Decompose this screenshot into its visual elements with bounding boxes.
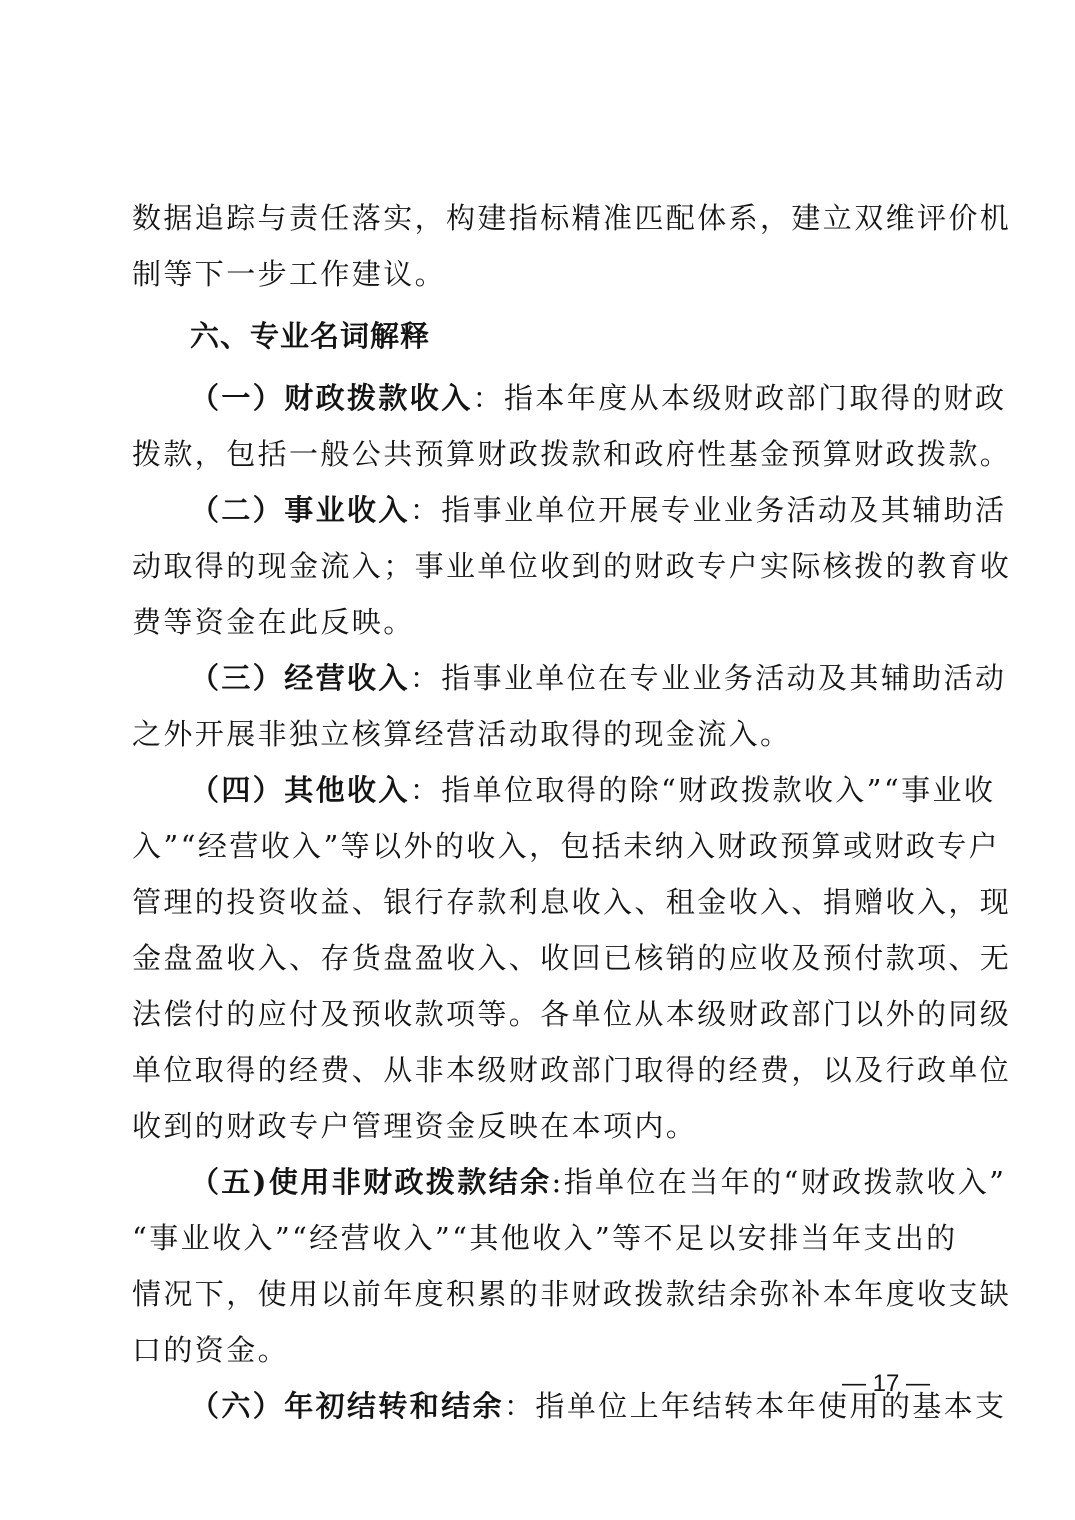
paragraph-line: 情况下，使用以前年度积累的非财政拨款结余弥补本年度收支缺 [132,1277,1012,1311]
term-text: ：指事业单位开展专业业务活动及其辅助活 [409,493,1007,527]
paragraph-line: 法偿付的应付及预收款项等。各单位从本级财政部门以外的同级 [132,997,1012,1031]
term-text: ：指单位上年结转本年使用的基本支 [504,1389,1007,1423]
term-heading: （一）财政拨款收入 [190,381,473,415]
term-heading: （五)使用非财政拨款结余 [190,1165,552,1199]
term-line [132,370,1007,426]
term-heading: （二）事业收入 [190,493,410,527]
term-heading: （六）年初结转和结余 [190,1389,505,1423]
term-line [132,650,1007,706]
term-line [132,1378,1007,1434]
term-line [132,762,996,818]
section-title: 六、专业名词解释 [190,319,431,353]
term-line [132,482,1007,538]
paragraph-line: 单位取得的经费、从非本级财政部门取得的经费，以及行政单位 [132,1053,1012,1087]
term-text: ：指本年度从本级财政部门取得的财政 [472,381,1007,415]
paragraph-line: 数据追踪与责任落实，构建指标精准匹配体系，建立双维评价机 [132,201,1012,235]
paragraph-line: 口的资金。 [132,1333,290,1367]
paragraph-line: 金盘盈收入、存货盘盈收入、收回已核销的应收及预付款项、无 [132,941,1012,975]
paragraph-line: 费等资金在此反映。 [132,605,415,639]
term-text: :指单位在当年的“财政拨款收入” [551,1165,1007,1199]
paragraph-line: 制等下一步工作建议。 [132,257,447,291]
paragraph-line: 动取得的现金流入；事业单位收到的财政专户实际核拨的教育收 [132,549,1012,583]
term-heading: （四）其他收入 [190,773,410,807]
paragraph-line: 管理的投资收益、银行存款利息收入、租金收入、捐赠收入，现 [132,885,1012,919]
document-body [132,190,1012,1434]
paragraph-line: 之外开展非独立核算经营活动取得的现金流入。 [132,717,792,751]
term-text: ：指单位取得的除“财政拨款收入”“事业收 [409,773,996,807]
paragraph-line: “事业收入”“经营收入”“其他收入”等不足以安排当年支出的 [132,1221,958,1255]
term-heading: （三）经营收入 [190,661,410,695]
paragraph-line: 入”“经营收入”等以外的收入，包括未纳入财政预算或财政专户 [132,829,1001,863]
page-number: — 17 — [842,1370,931,1397]
paragraph-line: 收到的财政专户管理资金反映在本项内。 [132,1109,698,1143]
term-text: ：指事业单位在专业业务活动及其辅助活动 [409,661,1007,695]
term-line [132,1154,1007,1210]
paragraph-line: 拨款，包括一般公共预算财政拨款和政府性基金预算财政拨款。 [132,437,1012,471]
